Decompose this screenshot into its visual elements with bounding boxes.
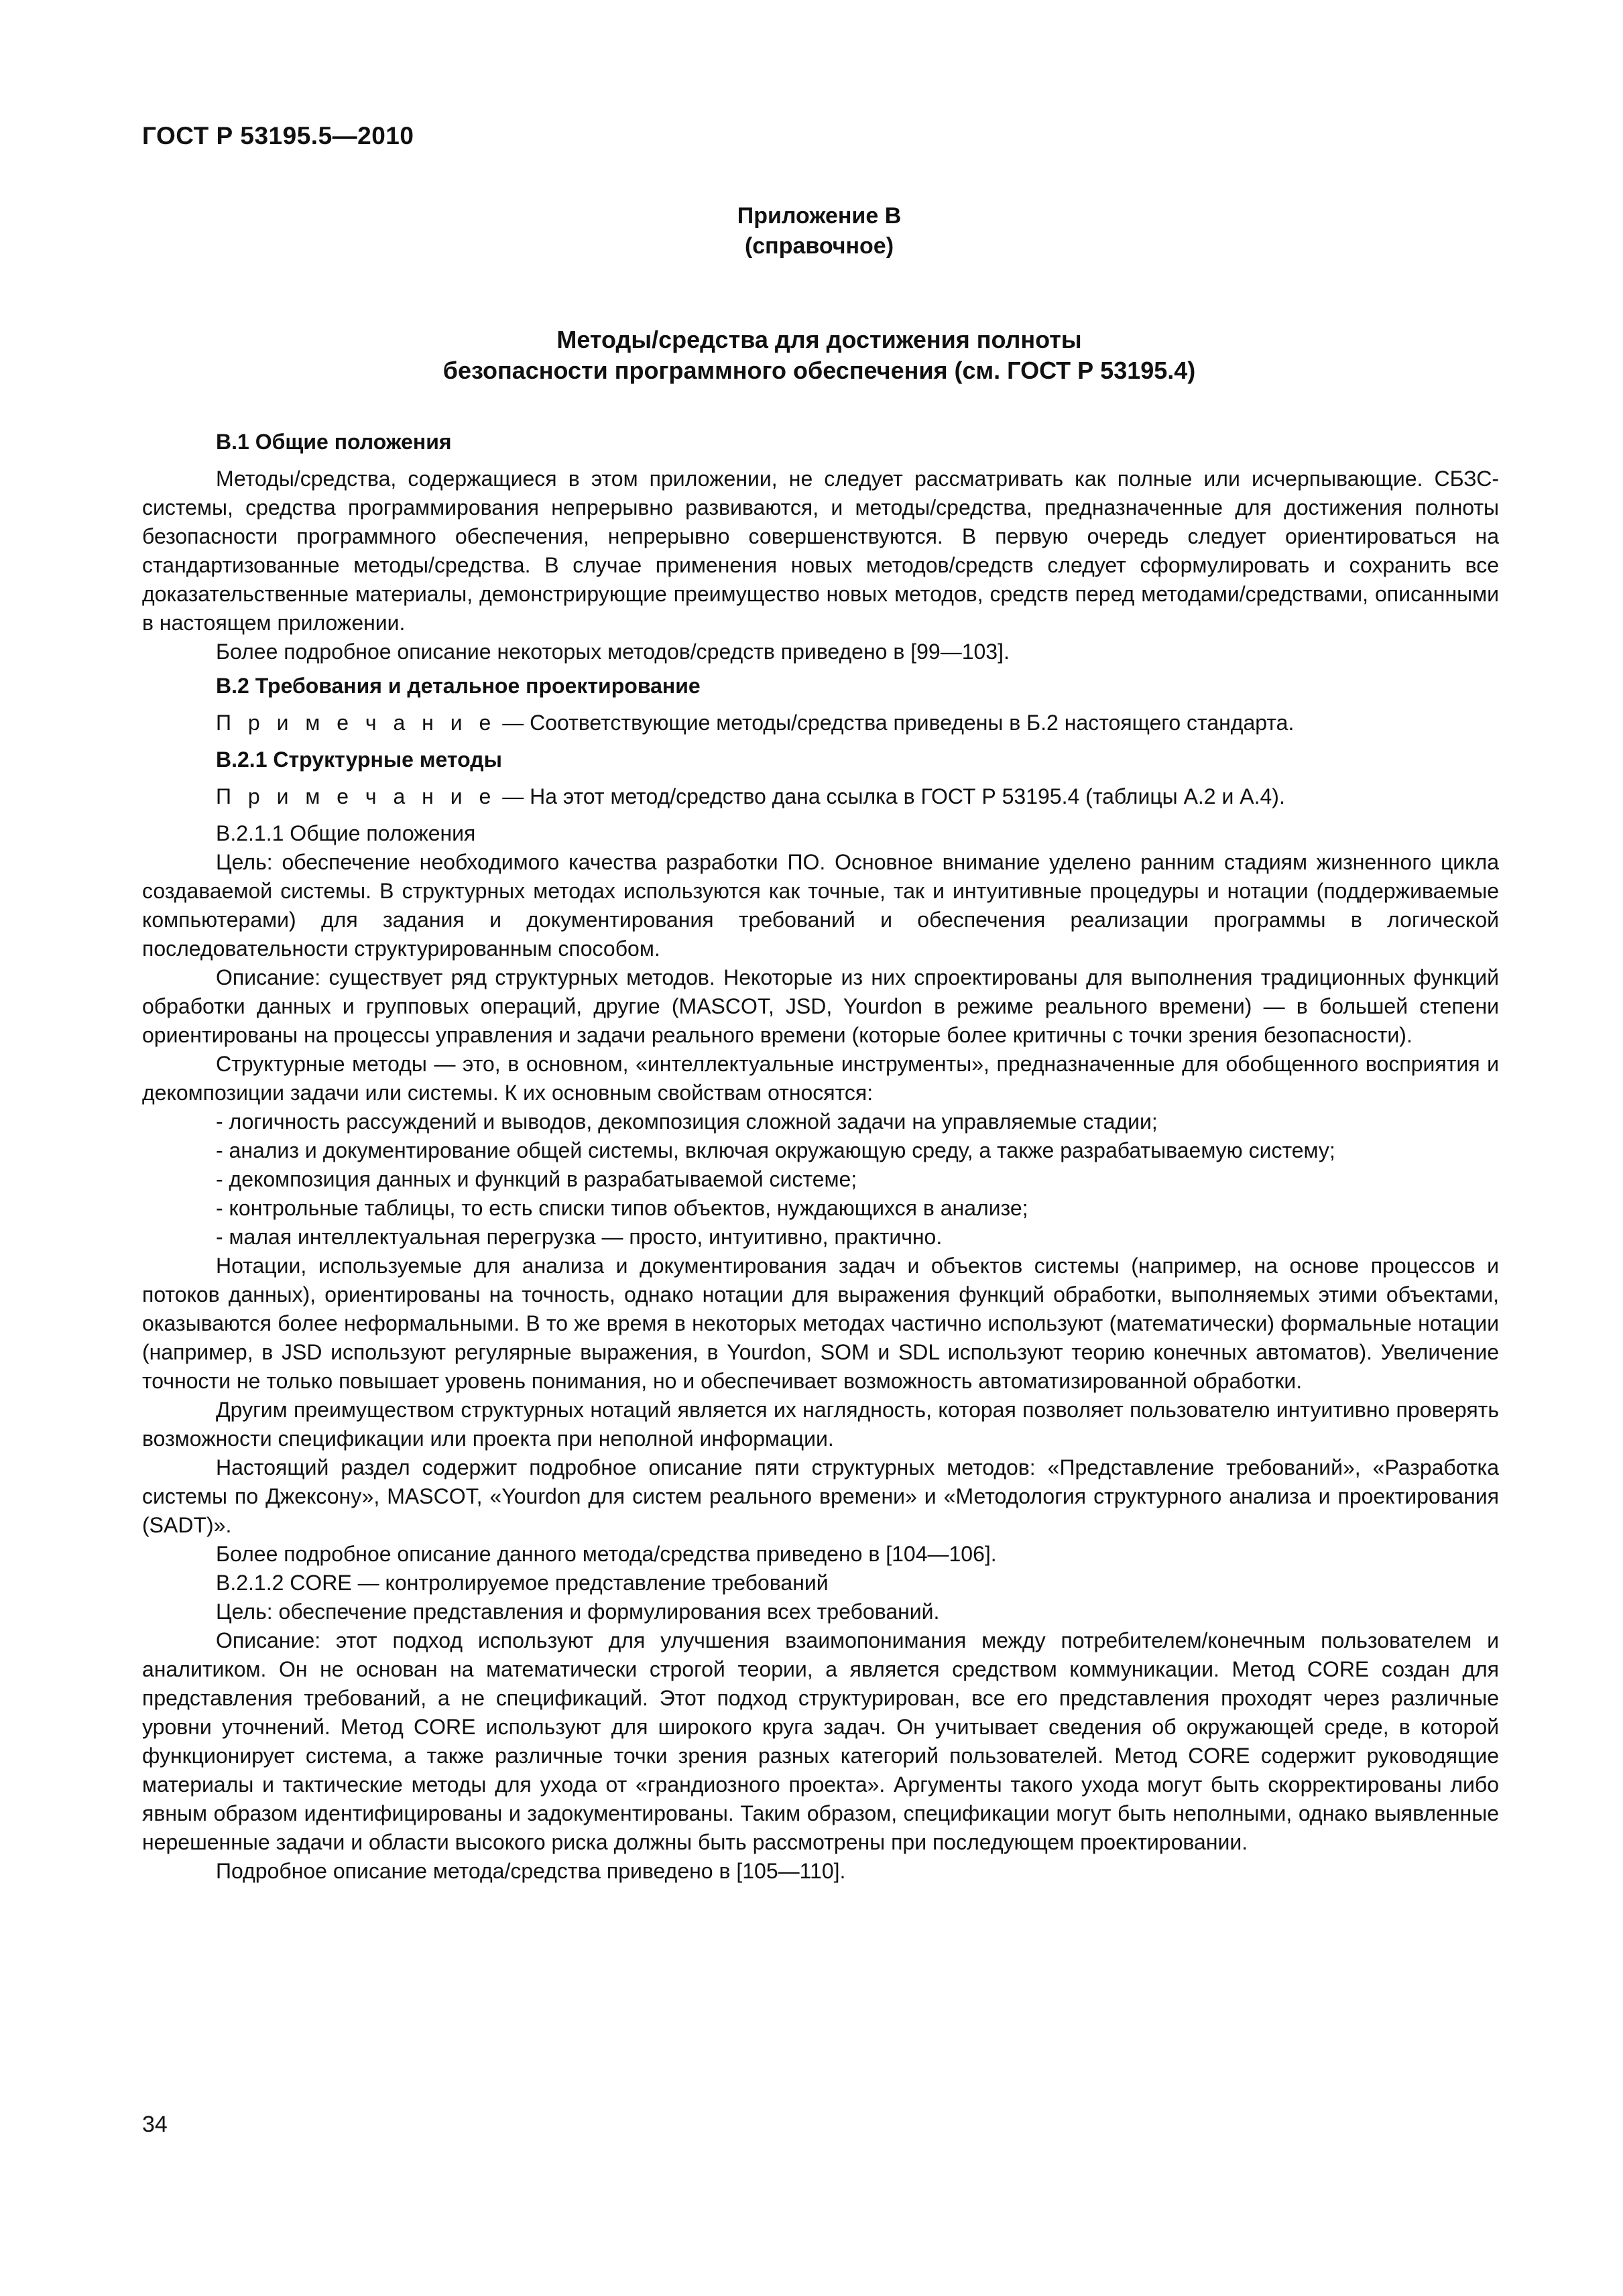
note-text: — Соответствующие методы/средства приведены в Б.2 настоящего стандарта. bbox=[496, 711, 1295, 735]
list-item: - малая интеллектуальная перегрузка — просто, интуитивно, практично. bbox=[216, 1225, 943, 1249]
document-body bbox=[142, 422, 1499, 1886]
paragraph: Более подробное описание данного метода/средства приведено в [104—106]. bbox=[216, 1542, 997, 1566]
main-title-line-1: Методы/средства для достижения полноты bbox=[556, 326, 1082, 353]
appendix-subtitle: (справочное) bbox=[744, 233, 894, 259]
document-header: ГОСТ Р 53195.5—2010 bbox=[142, 122, 414, 149]
paragraph: Более подробное описание некоторых методов/средств приведено в [99—103]. bbox=[216, 640, 1010, 664]
paragraph: Другим преимуществом структурных нотаций является их наглядность, которая позволяет пользователю интуитивно проверять возможности спецификации или проекта при неполной информации. bbox=[142, 1398, 1499, 1451]
paragraph: Подробное описание метода/средства приведено в [105—110]. bbox=[216, 1859, 846, 1883]
subsection-heading-b212: В.2.1.2 CORE — контролируемое представление требований bbox=[216, 1571, 829, 1595]
note-text: — На этот метод/средство дана ссылка в ГОСТ Р 53195.4 (таблицы А.2 и А.4). bbox=[496, 784, 1285, 808]
list-item: - контрольные таблицы, то есть списки типов объектов, нуждающихся в анализе; bbox=[216, 1196, 1028, 1220]
list-item: - анализ и документирование общей системы, включая окружающую среду, а также разрабатываемую систему; bbox=[216, 1138, 1335, 1162]
section-heading-b2: В.2 Требования и детальное проектирование bbox=[216, 674, 701, 698]
section-heading-b1: В.1 Общие положения bbox=[216, 430, 452, 454]
subsection-heading-b211: В.2.1.1 Общие положения bbox=[216, 821, 476, 845]
appendix-title: Приложение В bbox=[737, 203, 902, 229]
page-number: 34 bbox=[142, 2112, 168, 2137]
section-heading-b21: В.2.1 Структурные методы bbox=[216, 747, 502, 772]
note-label: П р и м е ч а н и е bbox=[216, 711, 497, 735]
paragraph: Нотации, используемые для анализа и документирования задач и объектов системы (например, на основе процессов и потоков данных), ориентированы на точность, однако нотации для выражения функций обработки, выполняемых этими объектами, оказываются более неформальными. В то же время в некоторых методах частично используют (математически) формальные нотации (например, в JSD используют регулярные выражения, в Yourdon, SOM и SDL используют теорию конечных автоматов). Увеличение точности не только повышает уровень понимания, но и обеспечивает возможность автоматизированной обработки. bbox=[142, 1254, 1499, 1393]
list-item: - логичность рассуждений и выводов, декомпозиция сложной задачи на управляемые стадии; bbox=[216, 1109, 1158, 1134]
note-label: П р и м е ч а н и е bbox=[216, 784, 497, 808]
paragraph: Цель: обеспечение необходимого качества разработки ПО. Основное внимание уделено ранним стадиям жизненного цикла создаваемой системы. В структурных методах используются как точные, так и интуитивные процедуры и нотации (поддерживаемые компьютерами) для задания и документирования требований и обеспечения реализации программы в логической последовательности структурированным способом. bbox=[142, 850, 1499, 961]
paragraph: Описание: существует ряд структурных методов. Некоторые из них спроектированы для выполнения традиционных функций обработки данных и групповых операций, другие (MASCOT, JSD, Yourdon в режиме реального времени) — в большей степени ориентированы на процессы управления и задачи реального времени (которые более критичны с точки зрения безопасности). bbox=[142, 965, 1499, 1047]
note bbox=[142, 782, 1499, 811]
paragraph: Методы/средства, содержащиеся в этом приложении, не следует рассматривать как полные или исчерпывающие. СБЗС-системы, средства программирования непрерывно развиваются, и методы/средства, предназначенные для достижения полноты безопасности программного обеспечения, непрерывно совершенствуются. В первую очередь следует ориентироваться на стандартизованные методы/средства. В случае применения новых методов/средств следует сформулировать и сохранить все доказательственные материалы, демонстрирующие преимущество новых методов, средств перед методами/средствами, описанными в настоящем приложении. bbox=[142, 467, 1499, 635]
paragraph: Настоящий раздел содержит подробное описание пяти структурных методов: «Представление требований», «Разработка системы по Джексону», MASCOT, «Yourdon для систем реального времени» и «Методология структурного анализа и проектирования (SADT)». bbox=[142, 1455, 1499, 1537]
main-title-line-2: безопасности программного обеспечения (см. ГОСТ Р 53195.4) bbox=[442, 357, 1196, 384]
note bbox=[142, 709, 1499, 737]
main-title bbox=[142, 324, 1496, 386]
paragraph: Цель: обеспечение представления и формулирования всех требований. bbox=[216, 1599, 940, 1624]
paragraph: Описание: этот подход используют для улучшения взаимопонимания между потребителем/конечным пользователем и аналитиком. Он не основан на математически строгой теории, а является средством коммуникации. Метод CORE создан для представления требований, а не спецификаций. Этот подход структурирован, все его представления проходят через различные уровни уточнений. Метод CORE используют для широкого круга задач. Он учитывает сведения об окружающей среде, в которой функционирует система, а также различные точки зрения разных категорий пользователей. Метод CORE содержит руководящие материалы и тактические методы для ухода от «грандиозного проекта». Аргументы такого ухода могут быть скорректированы либо явным образом идентифицированы и задокументированы. Таким образом, спецификации могут быть неполными, однако выявленные нерешенные задачи и области высокого риска должны быть рассмотрены при последующем проектировании. bbox=[142, 1628, 1499, 1854]
paragraph: Структурные методы — это, в основном, «интеллектуальные инструменты», предназначенные для обобщенного восприятия и декомпозиции задачи или системы. К их основным свойствам относятся: bbox=[142, 1052, 1499, 1105]
list-item: - декомпозиция данных и функций в разрабатываемой системе; bbox=[216, 1167, 857, 1191]
